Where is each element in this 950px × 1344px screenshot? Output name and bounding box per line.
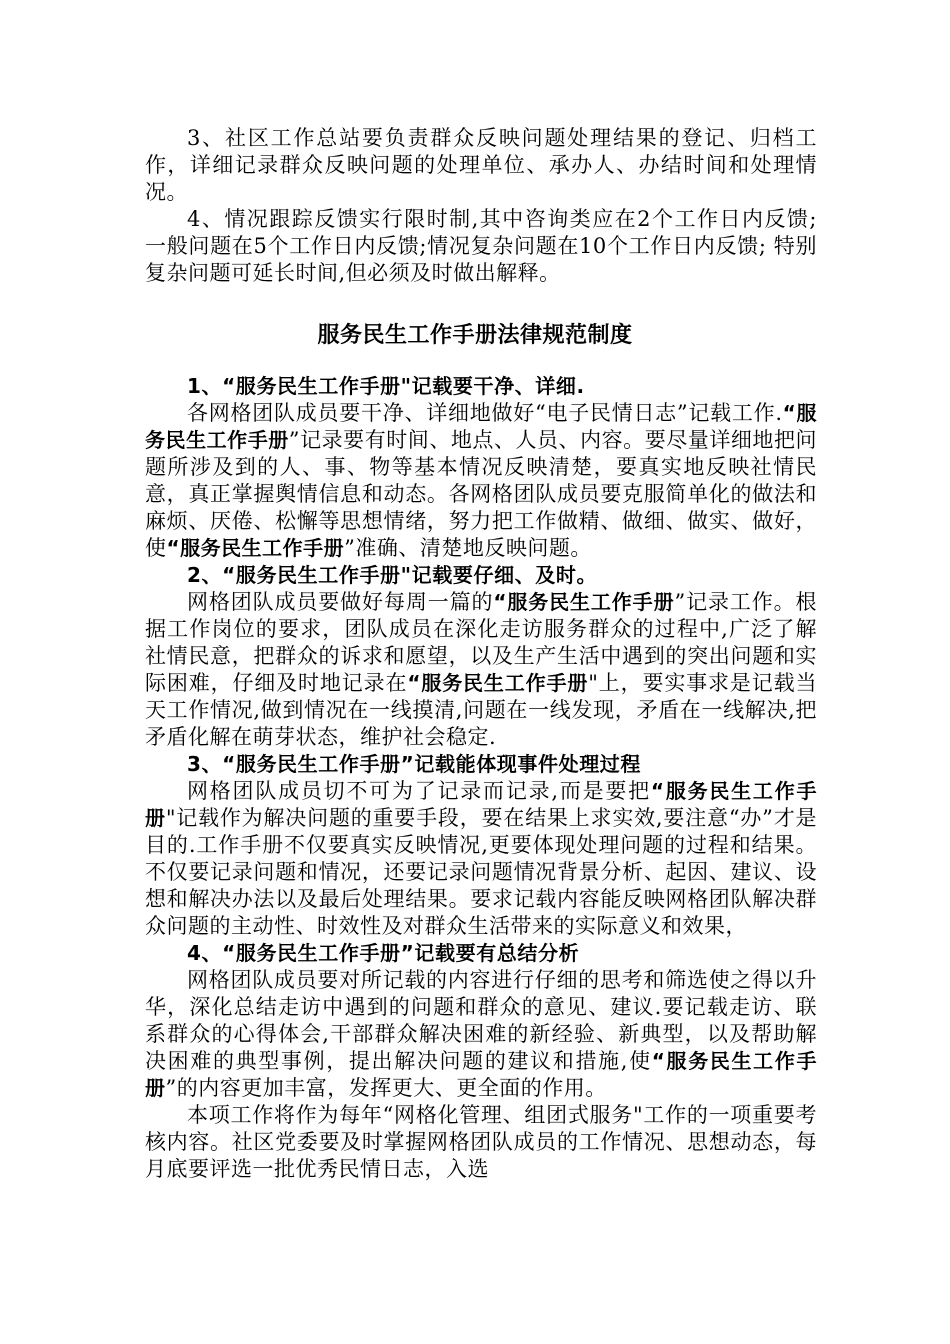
section-3-body: 网格团队成员切不可为了记录而记录,而是要把“服务民生工作手册"记载作为解决问题的重要手段，要在结果上求实效,要注意“办”才是目的.工作手册不仅要真实反映情况,更要体现处理问题的过程和结果。不仅要记录问题和情况，还要记录问题情况背景分析、起因、建议、设想和解决办法以及最后处理结果。要求记载内容能反映网格团队解决群众问题的主动性、时效性及对群众生活带来的实际意义和效果， — [145, 779, 818, 938]
section-4-body: 网格团队成员要对所记载的内容进行仔细的思考和筛选使之得以升华，深化总结走访中遇到的问题和群众的意见、建议.要记载走访、联系群众的心得体会,干部群众解决困难的新经验、新典型，以及帮助解决困难的典型事例，提出解决问题的建议和措施,使“服务民生工作手册”的内容更加丰富，发挥更大、更全面的作用。 — [145, 968, 817, 1100]
section-2-heading: 2、“服务民生工作手册"记载要仔细、及时。 — [187, 563, 598, 587]
section-3-heading: 3、“服务民生工作手册”记载能体现事件处理过程 — [187, 752, 642, 776]
paragraph-3: 3、社区工作总站要负责群众反映问题处理结果的登记、归档工作，详细记录群众反映问题的处理单位、承办人、办结时间和处理情况。 — [145, 126, 817, 204]
section-1-body: 各网格团队成员要干净、详细地做好“电子民情日志”记载工作.“服务民生工作手册”记录要有时间、地点、人员、内容。要尽量详细地把问题所涉及到的人、事、物等基本情况反映清楚，要真实地反映社情民意，真正掌握舆情信息和动态。各网格团队成员要克服简单化的做法和麻烦、厌倦、松懈等思想情绪，努力把工作做精、做细、做实、做好，使“服务民生工作手册”准确、清楚地反映问题。 — [145, 401, 818, 560]
page-title: 服务民生工作手册法律规范制度 — [317, 323, 633, 348]
section-2-body: 网格团队成员要做好每周一篇的“服务民生工作手册”记录工作。根据工作岗位的要求，团队成员在深化走访服务群众的过程中,广泛了解社情民意，把群众的诉求和愿望，以及生产生活中遇到的突出问题和实际困难，仔细及时地记录在“服务民生工作手册"上，要实事求是记载当天工作情况,做到情况在一线摸清,问题在一线发现，矛盾在一线解决,把矛盾化解在萌芽状态，维护社会稳定. — [145, 590, 817, 749]
paragraph-4: 4、情况跟踪反馈实行限时制,其中咨询类应在2个工作日内反馈; 一般问题在5个工作日内反馈;情况复杂问题在10个工作日内反馈; 特别复杂问题可延长时间,但必须及时做出解释。 — [145, 207, 817, 285]
main-section — [145, 373, 817, 1183]
section-1-heading: 1、“服务民生工作手册"记载要干净、详细. — [187, 374, 585, 398]
closing-paragraph: 本项工作将作为每年“网格化管理、组团式服务"工作的一项重要考核内容。社区党委要及时掌握网格团队成员的工作情况、思想动态，每月底要评选一批优秀民情日志，入选 — [145, 1103, 817, 1181]
top-section — [145, 125, 817, 287]
section-4-heading: 4、“服务民生工作手册”记载要有总结分析 — [187, 941, 580, 965]
